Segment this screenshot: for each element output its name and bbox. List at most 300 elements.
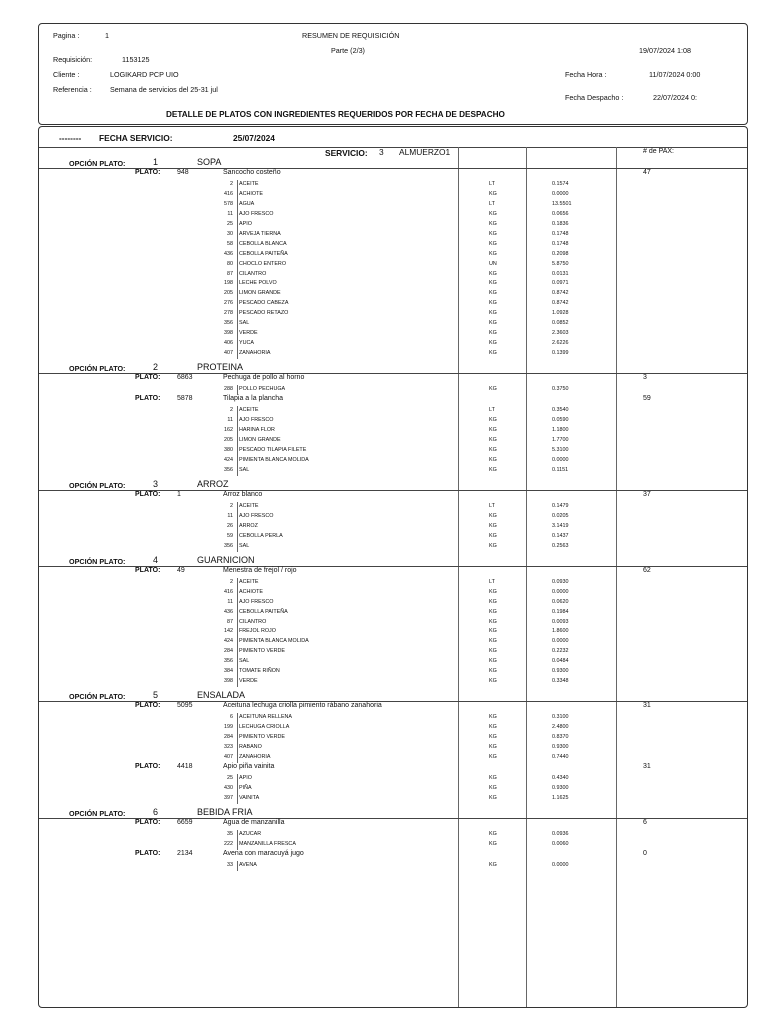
plato-code: 49 [177,566,185,574]
ingredient-row [39,713,747,722]
ingredient-code: 198 [224,280,233,287]
ingredient-qty: 0.8742 [552,290,569,297]
ingredient-unit: LT [489,201,495,208]
ingredient-name: PIÑA [239,785,252,791]
ingredient-unit: KG [489,512,497,519]
ingredient-code: 26 [227,522,233,529]
plato-label: PLATO: [135,762,161,770]
ingredient-unit: KG [489,532,497,539]
ingredient-qty: 1.1800 [552,427,569,434]
ingredient-qty: 13.5501 [552,201,572,208]
ingredient-code: 284 [224,734,233,740]
ingredient-qty: 0.0590 [552,417,569,424]
ingredient-unit: KG [489,230,497,237]
plato-pax: 59 [643,394,651,402]
ingredient-name: TOMATE RIÑON [239,668,280,674]
ingredient-name: ACEITUNA RELLENA [239,714,293,721]
ingredient-unit: KG [489,598,497,605]
ingredient-code: 356 [224,320,233,326]
ingredient-name: ARROZ [239,522,258,529]
opcion-name: ENSALADA [197,689,246,700]
opcion-label: OPCIÓN PLATO: [69,556,126,566]
ingredient-row [39,578,747,587]
ingredient-row [39,210,747,219]
ingredient-qty: 0.8370 [552,734,569,740]
ingredient-qty: 0.4340 [552,775,569,782]
ingredient-row [39,406,747,415]
ingredient-code: 323 [224,743,233,750]
ingredient-name: CEBOLLA PERLA [239,532,283,539]
ingredient-unit: KG [489,446,497,453]
plato-label: PLATO: [135,394,161,402]
ingredient-unit: KG [489,270,497,277]
ingredient-unit: KG [489,386,497,392]
ingredient-row [39,618,747,627]
ingredient-qty: 0.3750 [552,386,569,392]
ingredient-qty: 0.2563 [552,542,569,549]
plato-pax: 37 [643,490,651,498]
plato-label: PLATO: [135,566,161,574]
ingredient-row [39,627,747,636]
ingredient-qty: 0.0000 [552,638,569,645]
ingredient-unit: KG [489,862,497,869]
servicio-number: 3 [379,147,384,157]
ingredient-name: SAL [239,542,250,549]
ingredient-code: 424 [224,638,233,645]
report-title: RESUMEN DE REQUISICIÓN [302,31,400,40]
ingredient-row [39,861,747,870]
plato-code: 5878 [177,394,193,402]
ingredient-row [39,522,747,531]
ingredient-code: 424 [224,456,233,463]
plato-pax: 31 [643,762,651,770]
ingredient-name: PESCADO TILAPIA FILETE [239,446,307,453]
opcion-name: BEBIDA FRIA [197,806,253,817]
ingredient-qty: 1.7700 [552,437,569,443]
ingredient-unit: KG [489,677,497,684]
ingredient-qty: 1.0928 [552,310,569,317]
ingredient-qty: 0.0000 [552,191,569,198]
ingredient-qty: 0.0656 [552,211,569,218]
ingredient-qty: 5.8750 [552,260,569,267]
ingredient-qty: 0.7440 [552,753,569,760]
ingredient-code: 59 [227,532,233,539]
ingredient-qty: 2.6226 [552,339,569,346]
code-divider [237,502,238,552]
ingredient-row [39,426,747,435]
ingredient-qty: 0.1748 [552,230,569,237]
ingredient-code: 87 [227,270,233,277]
ingredient-code: 380 [224,446,233,453]
ingredient-code: 436 [224,608,233,615]
referencia-label: Referencia : [53,85,92,94]
ingredient-row [39,230,747,239]
ingredient-row [39,466,747,475]
ingredient-name: AVENA [239,862,257,869]
ingredient-unit: UN [489,260,497,267]
ingredient-unit: KG [489,329,497,336]
plato-name: Avena con maracuyá jugo [223,850,304,857]
ingredient-row [39,270,747,279]
cliente-value: LOGIKARD PCP UIO [110,70,179,79]
ingredient-code: 398 [224,329,233,336]
ingredient-name: PIMIENTA BLANCA MOLIDA [239,456,309,463]
plato-pax: 31 [643,701,651,709]
ingredient-name: RABANO [239,743,262,750]
ingredient-name: HARINA FLOR [239,427,275,434]
ingredient-row [39,319,747,328]
referencia-value: Semana de servicios del 25-31 jul [110,85,218,94]
ingredient-row [39,743,747,752]
code-divider [237,406,238,475]
ingredient-name: CILANTRO [239,270,267,277]
ingredient-code: 11 [227,512,233,519]
opcion-number: 2 [153,361,159,372]
ingredient-unit: KG [489,310,497,317]
plato-code: 6863 [177,373,193,381]
plato-pax: 0 [643,850,647,857]
ingredient-qty: 0.0620 [552,598,569,605]
plato-code: 5095 [177,701,193,709]
ingredient-qty: 0.3100 [552,714,569,721]
pax-header: # de PAX: [643,148,675,155]
opcion-number: 6 [153,806,159,817]
ingredient-name: ACEITE [239,578,259,585]
ingredient-code: 205 [224,437,233,443]
ingredient-code: 397 [224,794,233,801]
ingredient-unit: KG [489,841,497,848]
ingredient-code: 11 [227,598,233,605]
ingredient-qty: 0.0060 [552,841,569,848]
ingredient-name: AJO FRESCO [239,211,274,218]
ingredient-unit: KG [489,191,497,198]
ingredient-name: CHOCLO ENTERO [239,260,287,267]
servicio-label: SERVICIO: [325,148,368,158]
code-divider [237,180,238,358]
ingredient-row [39,784,747,793]
ingredient-name: VERDE [239,329,258,336]
ingredient-row [39,329,747,338]
fecha-despacho-label: Fecha Despacho : [565,93,624,102]
plato-pax: 6 [643,818,647,826]
ingredient-unit: KG [489,743,497,750]
ingredient-name: SAL [239,658,250,665]
ingredient-code: 406 [224,339,233,346]
print-datetime: 19/07/2024 1:08 [639,46,691,55]
ingredient-code: 284 [224,648,233,655]
ingredient-unit: KG [489,427,497,434]
ingredient-code: 80 [227,260,233,267]
ingredient-name: CEBOLLA PAITEÑA [239,250,288,257]
ingredient-row [39,830,747,839]
ingredient-name: LIMON GRANDE [239,437,281,443]
ingredient-name: SAL [239,320,250,326]
ingredient-row [39,677,747,686]
ingredient-name: LECHUGA CRIOLLA [239,724,290,731]
ingredient-code: 276 [224,300,233,307]
ingredient-row [39,240,747,249]
ingredient-code: 416 [224,191,233,198]
ingredient-name: ACEITE [239,181,259,188]
ingredient-qty: 0.1437 [552,532,569,539]
ingredient-name: SAL [239,466,250,473]
ingredient-qty: 2.4800 [552,724,569,731]
plato-row [39,374,747,385]
ingredient-unit: LT [489,503,495,509]
opcion-name: PROTEINA [197,361,244,372]
plato-name: Agua de manzanilla [223,818,285,826]
plato-row [39,819,747,830]
plato-row [39,702,747,713]
pagina-value: 1 [105,31,109,40]
ingredient-unit: KG [489,753,497,760]
code-divider [237,774,238,804]
ingredient-unit: KG [489,417,497,424]
ingredient-qty: 0.1836 [552,221,569,227]
ingredient-code: 87 [227,618,233,625]
ingredient-qty: 0.9300 [552,668,569,674]
ingredient-code: 2 [230,578,233,585]
ingredient-row [39,289,747,298]
opcion-label: OPCIÓN PLATO: [69,691,126,701]
ingredient-qty: 2.3603 [552,329,569,336]
report-header [38,23,748,125]
ingredient-row [39,588,747,597]
ingredient-name: POLLO PECHUGA [239,386,286,392]
ingredient-name: AJO FRESCO [239,512,274,519]
ingredient-row [39,637,747,646]
ingredient-code: 356 [224,658,233,665]
ingredient-code: 416 [224,588,233,595]
plato-name: Menestra de frejol / rojo [223,566,297,574]
divider [39,147,747,148]
plato-row [39,395,747,406]
requisicion-label: Requisición: [53,55,93,64]
ingredient-code: 356 [224,466,233,473]
ingredient-unit: LT [489,407,495,414]
ingredient-name: YUCA [239,339,254,346]
ingredient-code: 356 [224,542,233,549]
opcion-label: OPCIÓN PLATO: [69,363,126,373]
ingredient-unit: KG [489,668,497,674]
ingredient-qty: 0.1984 [552,608,569,615]
ingredient-code: 222 [224,841,233,848]
ingredient-code: 2 [230,503,233,509]
ingredient-unit: KG [489,221,497,227]
ingredient-name: AJO FRESCO [239,417,274,424]
ingredient-code: 384 [224,668,233,674]
detail-body [38,126,748,1008]
ingredient-unit: KG [489,618,497,625]
ingredient-code: 430 [224,785,233,791]
ingredient-unit: KG [489,437,497,443]
ingredient-unit: KG [489,280,497,287]
ingredient-row [39,598,747,607]
ingredient-name: LIMON GRANDE [239,290,281,297]
ingredient-qty: 0.2232 [552,648,569,655]
ingredient-unit: KG [489,775,497,782]
ingredient-qty: 0.8742 [552,300,569,307]
ingredient-row [39,446,747,455]
ingredient-qty: 0.1399 [552,349,569,356]
plato-name: Arroz blanco [223,490,263,498]
ingredient-unit: KG [489,608,497,615]
ingredient-qty: 0.0930 [552,578,569,585]
plato-row [39,567,747,578]
ingredient-row [39,200,747,209]
opcion-number: 1 [153,157,159,167]
ingredient-row [39,753,747,762]
plato-name: Apio piña vainita [223,762,275,770]
plato-code: 4418 [177,762,193,770]
ingredient-name: VERDE [239,677,258,684]
ingredient-name: PIMIENTO VERDE [239,734,286,740]
ingredient-row [39,794,747,803]
ingredient-unit: KG [489,320,497,326]
ingredient-code: 142 [224,628,233,635]
ingredient-qty: 0.0131 [552,270,569,277]
opcion-number: 4 [153,554,159,565]
ingredient-unit: KG [489,648,497,655]
ingredient-row [39,180,747,189]
dashes: -------- [59,133,82,143]
ingredient-qty: 0.1574 [552,181,569,188]
ingredient-row [39,279,747,288]
ingredient-row [39,349,747,358]
ingredient-unit: KG [489,240,497,247]
ingredient-name: AZUCAR [239,831,262,838]
code-divider [237,578,238,687]
plato-name: Pechuga de pollo al horno [223,373,305,381]
ingredient-row [39,723,747,732]
plato-code: 948 [177,169,189,176]
ingredient-row [39,416,747,425]
opcion-name: SOPA [197,157,222,167]
plato-label: PLATO: [135,850,161,857]
ingredient-code: 33 [227,862,233,869]
plato-pax: 47 [643,169,651,176]
ingredient-code: 25 [227,221,233,227]
ingredient-name: AJO FRESCO [239,598,274,605]
ingredient-qty: 0.0000 [552,862,569,869]
ingredient-name: LECHE POLVO [239,280,277,287]
plato-label: PLATO: [135,373,161,381]
ingredient-row [39,299,747,308]
plato-label: PLATO: [135,490,161,498]
ingredient-row [39,385,747,394]
pagina-label: Pagina : [53,31,80,40]
ingredient-qty: 1.8600 [552,628,569,635]
ingredient-name: PIMIENTO VERDE [239,648,286,655]
plato-pax: 62 [643,566,651,574]
ingredient-qty: 0.1748 [552,240,569,247]
ingredient-unit: KG [489,588,497,595]
plato-code: 2134 [177,850,193,857]
ingredient-unit: KG [489,542,497,549]
ingredient-qty: 0.2098 [552,250,569,257]
ingredient-unit: KG [489,211,497,218]
fecha-servicio-label: FECHA SERVICIO: [99,133,173,143]
ingredient-row [39,502,747,511]
ingredient-code: 288 [224,386,233,392]
ingredient-unit: KG [489,339,497,346]
plato-row [39,763,747,774]
ingredient-unit: KG [489,349,497,356]
ingredient-name: PESCADO RETAZO [239,310,289,317]
ingredient-unit: KG [489,794,497,801]
plato-name: Aceituna lechuga criolla pimiento rábano zanahoria [223,701,382,709]
ingredient-row [39,667,747,676]
plato-code: 1 [177,490,181,498]
code-divider [237,713,238,763]
ingredient-code: 2 [230,407,233,414]
ingredient-code: 162 [224,427,233,434]
ingredient-row [39,220,747,229]
code-divider [237,830,238,850]
ingredient-unit: LT [489,578,495,585]
ingredient-qty: 0.0000 [552,588,569,595]
ingredient-unit: KG [489,456,497,463]
plato-row [39,491,747,502]
ingredient-row [39,512,747,521]
ingredient-code: 578 [224,201,233,208]
ingredient-code: 199 [224,724,233,731]
fecha-hora-label: Fecha Hora : [565,70,607,79]
plato-label: PLATO: [135,169,161,176]
ingredient-name: MANZANILLA FRESCA [239,841,296,848]
opcion-name: GUARNICION [197,554,255,565]
code-divider [237,861,238,871]
ingredient-unit: KG [489,724,497,731]
opcion-number: 5 [153,689,159,700]
ingredient-code: 407 [224,753,233,760]
fecha-despacho-value: 22/07/2024 0: [653,93,697,102]
ingredient-row [39,647,747,656]
plato-name: Sancocho costeño [223,169,281,176]
ingredient-name: APIO [239,775,252,782]
ingredient-code: 436 [224,250,233,257]
plato-row [39,850,747,861]
ingredient-unit: KG [489,734,497,740]
ingredient-name: ACHIOTE [239,588,263,595]
ingredient-qty: 0.0000 [552,456,569,463]
cliente-label: Cliente : [53,70,80,79]
ingredient-qty: 0.0205 [552,512,569,519]
ingredient-row [39,190,747,199]
ingredient-row [39,532,747,541]
ingredient-row [39,309,747,318]
detail-title: DETALLE DE PLATOS CON INGREDIENTES REQUERIDOS POR FECHA DE DESPACHO [166,110,505,119]
ingredient-name: ZANAHORIA [239,753,271,760]
ingredient-row [39,339,747,348]
ingredient-unit: KG [489,831,497,838]
report-part: Parte (2/3) [331,46,365,55]
opcion-name: ARROZ [197,478,229,489]
ingredient-unit: KG [489,658,497,665]
ingredient-name: AGUA [239,201,255,208]
ingredient-code: 398 [224,677,233,684]
ingredient-code: 25 [227,775,233,782]
ingredient-unit: KG [489,522,497,529]
ingredient-name: CEBOLLA BLANCA [239,240,287,247]
plato-label: PLATO: [135,818,161,826]
ingredient-row [39,456,747,465]
ingredient-row [39,542,747,551]
opcion-label: OPCIÓN PLATO: [69,480,126,490]
ingredient-name: ACEITE [239,503,259,509]
ingredient-code: 58 [227,240,233,247]
ingredient-qty: 5.3100 [552,446,569,453]
